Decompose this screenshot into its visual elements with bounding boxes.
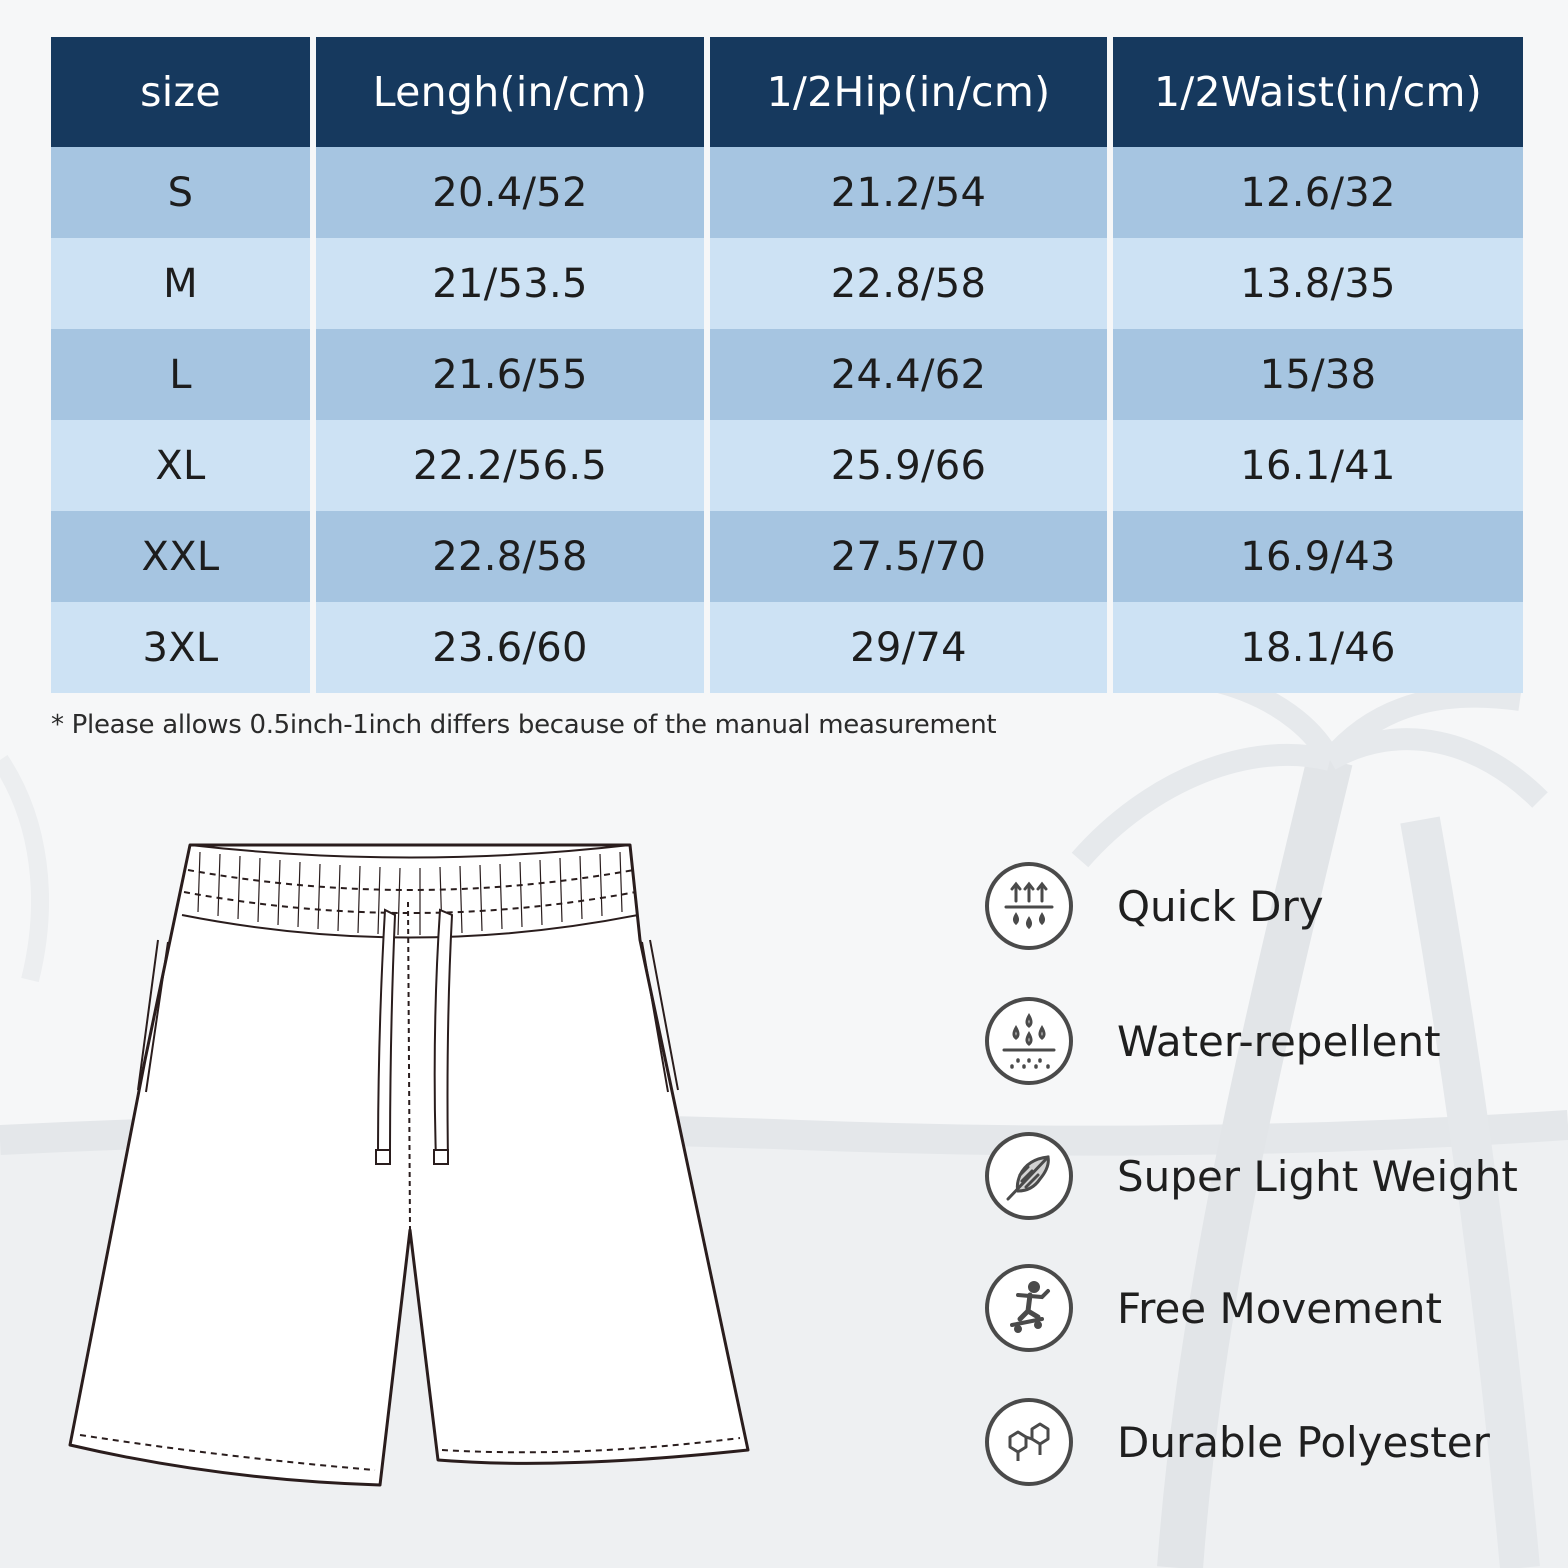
water-repellent-icon (985, 997, 1073, 1085)
feature-label: Quick Dry (1117, 881, 1324, 931)
quick-dry-icon (985, 862, 1073, 950)
cell-half-hip: 27.5/70 (710, 511, 1107, 602)
molecule-icon (985, 1398, 1073, 1486)
header-half-hip: 1/2Hip(in/cm) (710, 37, 1107, 147)
cell-half-hip: 22.8/58 (710, 238, 1107, 329)
cell-half-waist: 13.8/35 (1113, 238, 1523, 329)
cell-half-waist: 16.1/41 (1113, 420, 1523, 511)
header-half-waist: 1/2Waist(in/cm) (1113, 37, 1523, 147)
cell-length: 20.4/52 (316, 147, 704, 238)
feature-label: Super Light Weight (1117, 1151, 1518, 1201)
cell-size: XL (51, 420, 310, 511)
cell-half-hip: 29/74 (710, 602, 1107, 693)
header-size: size (51, 37, 310, 147)
cell-size: XXL (51, 511, 310, 602)
cell-length: 22.2/56.5 (316, 420, 704, 511)
cell-length: 23.6/60 (316, 602, 704, 693)
feature-quick-dry (985, 860, 1545, 952)
cell-size: 3XL (51, 602, 310, 693)
header-length: Lengh(in/cm) (316, 37, 704, 147)
measurement-footnote: * Please allows 0.5inch-1inch differs because of the manual measurement (51, 710, 997, 740)
feature-super-light-weight (985, 1130, 1545, 1222)
skateboarder-icon (985, 1264, 1073, 1352)
cell-size: L (51, 329, 310, 420)
feature-durable-polyester (985, 1396, 1545, 1488)
size-chart-table (51, 37, 1518, 693)
feature-label: Free Movement (1117, 1283, 1442, 1333)
cell-half-waist: 18.1/46 (1113, 602, 1523, 693)
cell-size: M (51, 238, 310, 329)
feature-water-repellent (985, 995, 1545, 1087)
cell-half-waist: 12.6/32 (1113, 147, 1523, 238)
cell-half-hip: 24.4/62 (710, 329, 1107, 420)
cell-length: 22.8/58 (316, 511, 704, 602)
shorts-line-drawing (60, 830, 760, 1500)
feature-label: Durable Polyester (1117, 1417, 1490, 1467)
feather-icon (985, 1132, 1073, 1220)
cell-size: S (51, 147, 310, 238)
cell-half-waist: 15/38 (1113, 329, 1523, 420)
cell-length: 21/53.5 (316, 238, 704, 329)
cell-length: 21.6/55 (316, 329, 704, 420)
cell-half-hip: 25.9/66 (710, 420, 1107, 511)
feature-label: Water-repellent (1117, 1016, 1441, 1066)
cell-half-waist: 16.9/43 (1113, 511, 1523, 602)
feature-free-movement (985, 1262, 1545, 1354)
cell-half-hip: 21.2/54 (710, 147, 1107, 238)
